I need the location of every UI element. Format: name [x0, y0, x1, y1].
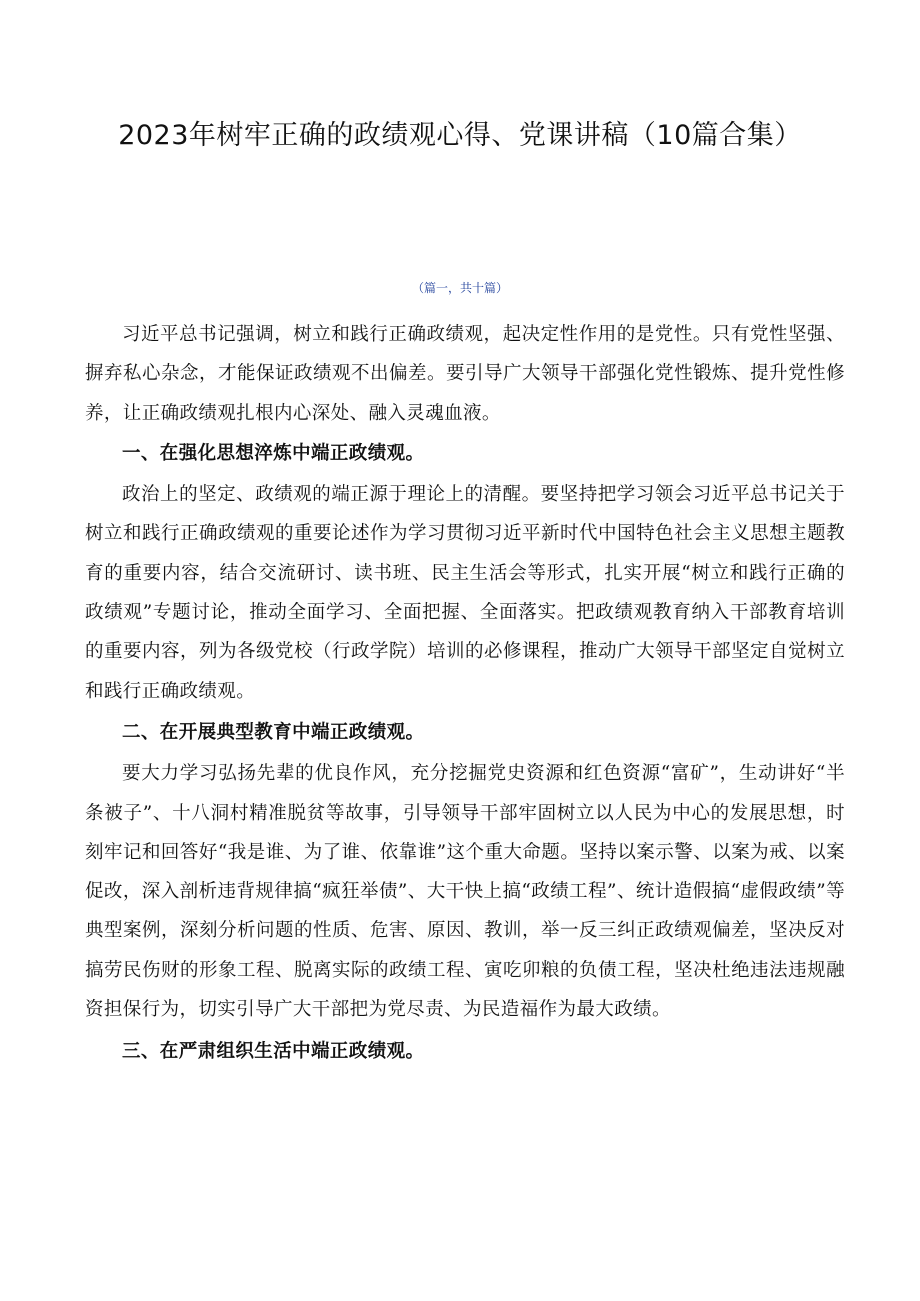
section-heading-3: 三、在严肃组织生活中端正政绩观。: [122, 1041, 425, 1063]
intro-paragraph: 习近平总书记强调，树立和践行正确政绩观，起决定性作用的是党性。只有党性坚强、摒弃私心杂念，才能保证政绩观不出偏差。要引导广大领导干部强化党性锻炼、提升党性修养，让正确政绩观扎根内心深处、融入灵魂血液。: [85, 324, 845, 424]
section-2-paragraph: 要大力学习弘扬先辈的优良作风，充分挖掘党史资源和红色资源“富矿”，生动讲好“半条被子”、十八洞村精准脱贫等故事，引导领导干部牢固树立以人民为中心的发展思想，时刻牢记和回答好“我是谁、为了谁、依靠谁”这个重大命题。坚持以案示警、以案为戒、以案促改，深入剖析违背规律搞“疯狂举债”、大干快上搞“政绩工程”、统计造假搞“虚假政绩”等典型案例，深刻分析问题的性质、危害、原因、教训，举一反三纠正政绩观偏差，坚决反对搞劳民伤财的形象工程、脱离实际的政绩工程、寅吃卯粮的负债工程，坚决杜绝违法违规融资担保行为，切实引导广大干部把为党尽责、为民造福作为最大政绩。: [85, 763, 845, 1021]
section-marker: （篇一，共十篇）: [411, 281, 508, 295]
section-heading-1: 一、在强化思想淬炼中端正政绩观。: [122, 442, 425, 464]
document-title: 2023年树牢正确的政绩观心得、党课讲稿（10篇合集）: [118, 120, 802, 151]
section-1-paragraph: 政治上的坚定、政绩观的端正源于理论上的清醒。要坚持把学习领会习近平总书记关于树立和践行正确政绩观的重要论述作为学习贯彻习近平新时代中国特色社会主义思想主题教育的重要内容，结合交流研讨、读书班、民主生活会等形式，扎实开展“树立和践行正确的政绩观”专题讨论，推动全面学习、全面把握、全面落实。把政绩观教育纳入干部教育培训的重要内容，列为各级党校（行政学院）培训的必修课程，推动广大领导干部坚定自觉树立和践行正确政绩观。: [85, 484, 845, 702]
document-body: [85, 315, 845, 1072]
section-heading-2: 二、在开展典型教育中端正政绩观。: [122, 721, 425, 743]
